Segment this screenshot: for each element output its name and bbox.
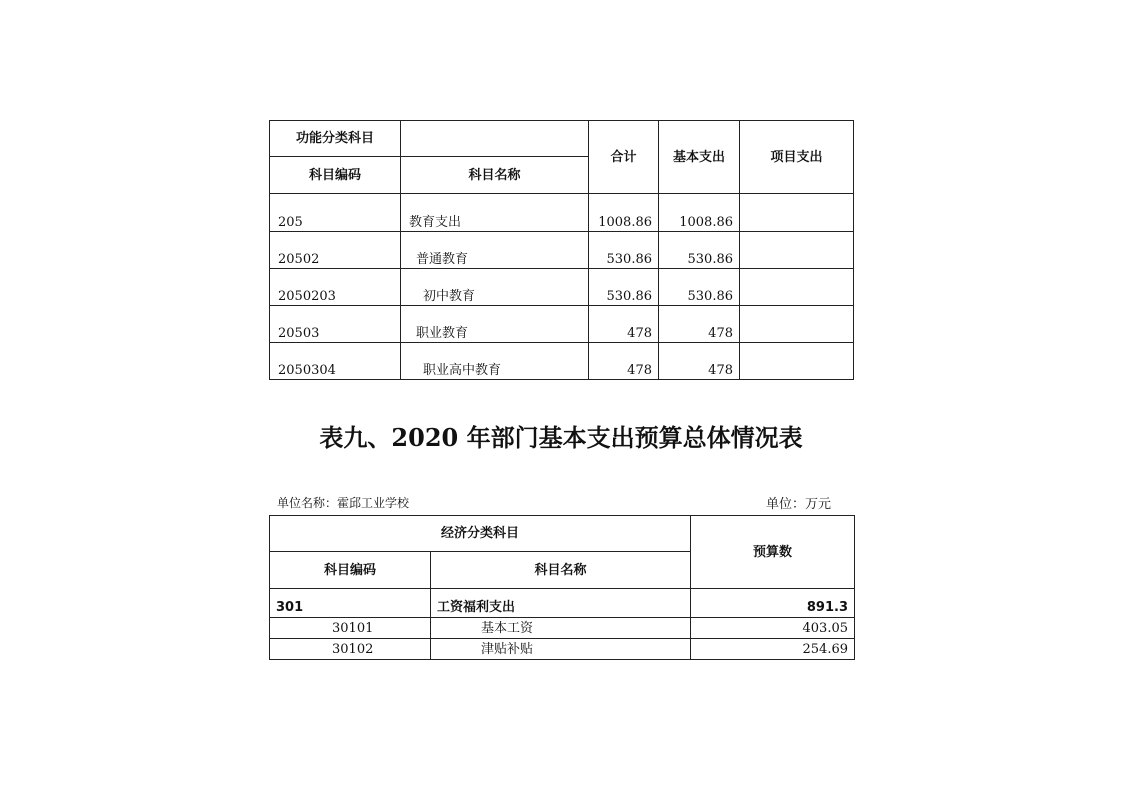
subject-code: 2050304 xyxy=(270,343,401,380)
total-value: 530.86 xyxy=(589,269,659,306)
basic-value: 478 xyxy=(659,343,740,380)
total-value: 1008.86 xyxy=(589,194,659,232)
project-value xyxy=(740,232,854,269)
budget-header: 预算数 xyxy=(691,516,855,589)
unit-name: 单位名称：霍邱工业学校 xyxy=(277,496,410,510)
basic-value: 530.86 xyxy=(659,269,740,306)
table-row xyxy=(270,618,855,639)
table-row xyxy=(270,306,854,343)
subject-code: 205 xyxy=(270,194,401,232)
page-title: 表九、2020 年部门基本支出预算总体情况表 xyxy=(319,423,803,452)
subject-code-header: 科目编码 xyxy=(270,157,401,194)
budget-value: 403.05 xyxy=(691,618,855,639)
basic-value: 478 xyxy=(659,306,740,343)
subject-code: 20502 xyxy=(270,232,401,269)
table-row xyxy=(270,589,855,618)
basic-expense-header: 基本支出 xyxy=(659,121,740,194)
project-value xyxy=(740,269,854,306)
subject-code: 2050203 xyxy=(270,269,401,306)
function-classification-table xyxy=(269,120,854,380)
subject-code: 301 xyxy=(270,589,431,618)
subject-name: 教育支出 xyxy=(401,194,589,232)
subject-name: 工资福利支出 xyxy=(431,589,691,618)
project-value xyxy=(740,306,854,343)
economic-category-header: 经济分类科目 xyxy=(270,516,691,552)
budget-value: 891.3 xyxy=(691,589,855,618)
table-row xyxy=(270,269,854,306)
subject-name: 普通教育 xyxy=(401,232,589,269)
project-value xyxy=(740,194,854,232)
project-expense-header: 项目支出 xyxy=(740,121,854,194)
subject-code: 30101 xyxy=(270,618,431,639)
subject-name-header: 科目名称 xyxy=(431,552,691,589)
subject-code: 30102 xyxy=(270,639,431,660)
unit-label: 单位：万元 xyxy=(766,497,832,512)
total-header: 合计 xyxy=(589,121,659,194)
total-value: 478 xyxy=(589,343,659,380)
table-row xyxy=(270,232,854,269)
table-row xyxy=(270,343,854,380)
basic-value: 1008.86 xyxy=(659,194,740,232)
table-row xyxy=(270,194,854,232)
subject-code-header: 科目编码 xyxy=(270,552,431,589)
function-category-header: 功能分类科目 xyxy=(270,121,401,157)
subject-name: 初中教育 xyxy=(401,269,589,306)
total-value: 478 xyxy=(589,306,659,343)
subject-name: 基本工资 xyxy=(431,618,691,639)
header-blank-cell xyxy=(401,121,589,157)
budget-value: 254.69 xyxy=(691,639,855,660)
total-value: 530.86 xyxy=(589,232,659,269)
subject-name-header: 科目名称 xyxy=(401,157,589,194)
subject-code: 20503 xyxy=(270,306,401,343)
project-value xyxy=(740,343,854,380)
economic-classification-table xyxy=(269,515,855,660)
subject-name: 职业高中教育 xyxy=(401,343,589,380)
table-row xyxy=(270,639,855,660)
basic-value: 530.86 xyxy=(659,232,740,269)
subject-name: 津贴补贴 xyxy=(431,639,691,660)
subject-name: 职业教育 xyxy=(401,306,589,343)
